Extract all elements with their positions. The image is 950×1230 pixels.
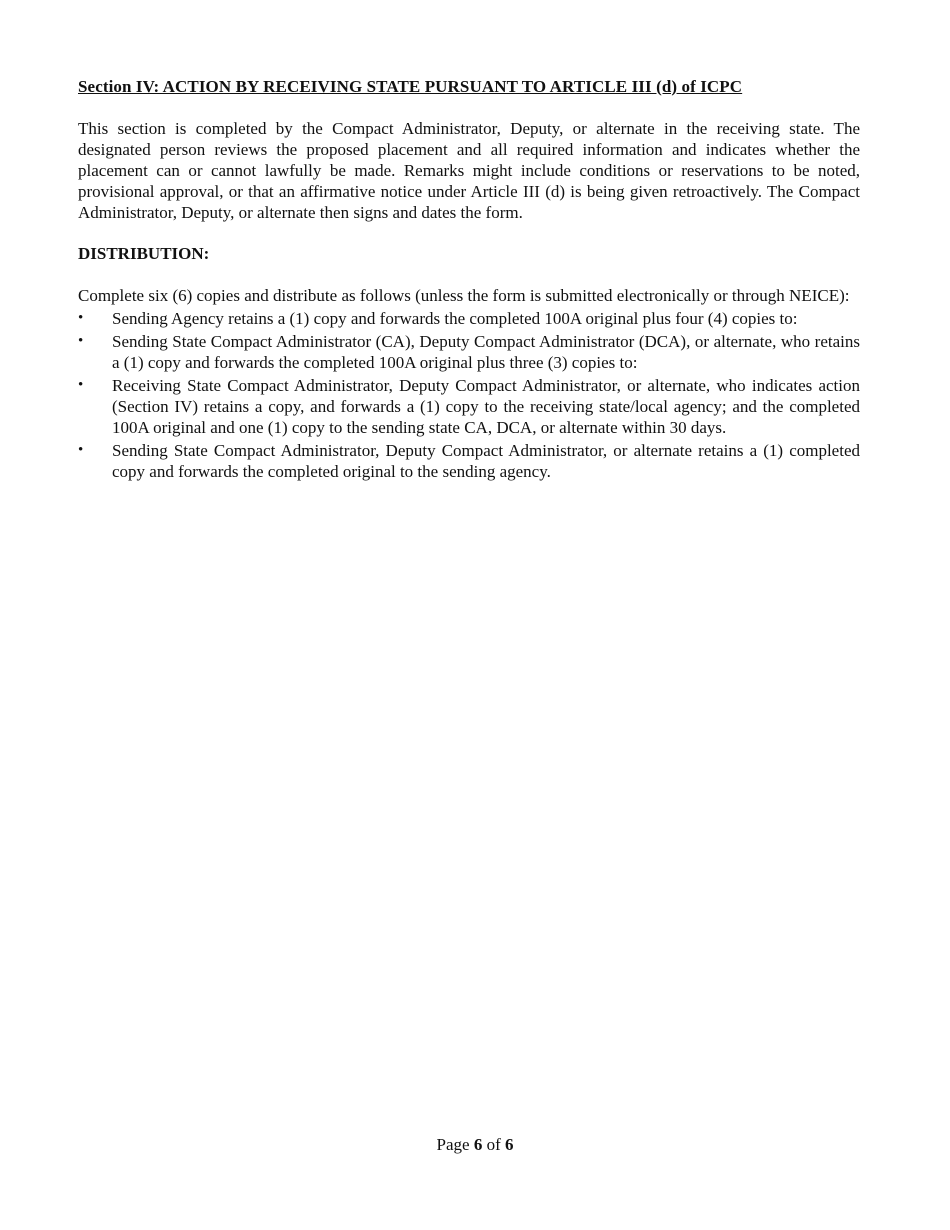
section-title: Section IV: ACTION BY RECEIVING STATE PURSUANT TO ARTICLE III (d) of ICPC <box>78 77 743 96</box>
page-content <box>78 76 860 482</box>
list-item <box>78 331 860 373</box>
distribution-list <box>78 308 860 482</box>
footer-page-word: Page <box>436 1135 470 1154</box>
bullet-icon: • <box>78 310 84 326</box>
list-item <box>78 375 860 438</box>
bullet-icon: • <box>78 442 84 458</box>
list-item-text: Sending Agency retains a (1) copy and forwards the completed 100A original plus four (4) copies to: <box>112 309 798 328</box>
footer-current-page: 6 <box>473 1135 483 1154</box>
list-item <box>78 308 860 329</box>
list-item-text: Sending State Compact Administrator (CA), Deputy Compact Administrator (DCA), or alternate, who retains a (1) copy and forwards the completed 100A original plus three (3) copies to: <box>112 332 860 372</box>
page-footer <box>0 1134 950 1156</box>
bullet-icon: • <box>78 333 84 349</box>
list-item-text: Sending State Compact Administrator, Deputy Compact Administrator, or alternate retains a (1) completed copy and forwards the completed original to the sending agency. <box>112 441 860 481</box>
list-item <box>78 440 860 482</box>
list-item-text: Receiving State Compact Administrator, Deputy Compact Administrator, or alternate, who indicates action (Section IV) retains a copy, and forwards a (1) copy to the receiving state/local agency; and the completed 100A original and one (1) copy to the sending state CA, DCA, or alternate within 30 days. <box>112 376 860 437</box>
distribution-heading: DISTRIBUTION: <box>78 244 210 263</box>
footer-of-word: of <box>486 1135 501 1154</box>
bullet-icon: • <box>78 377 84 393</box>
section-paragraph: This section is completed by the Compact Administrator, Deputy, or alternate in the receiving state. The designated person reviews the proposed placement and all required information and indicates whether the placement can or cannot lawfully be made. Remarks might include conditions or reservations to be noted, provisional approval, or that an affirmative notice under Article III (d) is being given retroactively. The Compact Administrator, Deputy, or alternate then signs and dates the form. <box>78 119 860 222</box>
footer-total-pages: 6 <box>504 1135 514 1154</box>
distribution-intro: Complete six (6) copies and distribute as follows (unless the form is submitted electronically or through NEICE): <box>78 286 850 305</box>
